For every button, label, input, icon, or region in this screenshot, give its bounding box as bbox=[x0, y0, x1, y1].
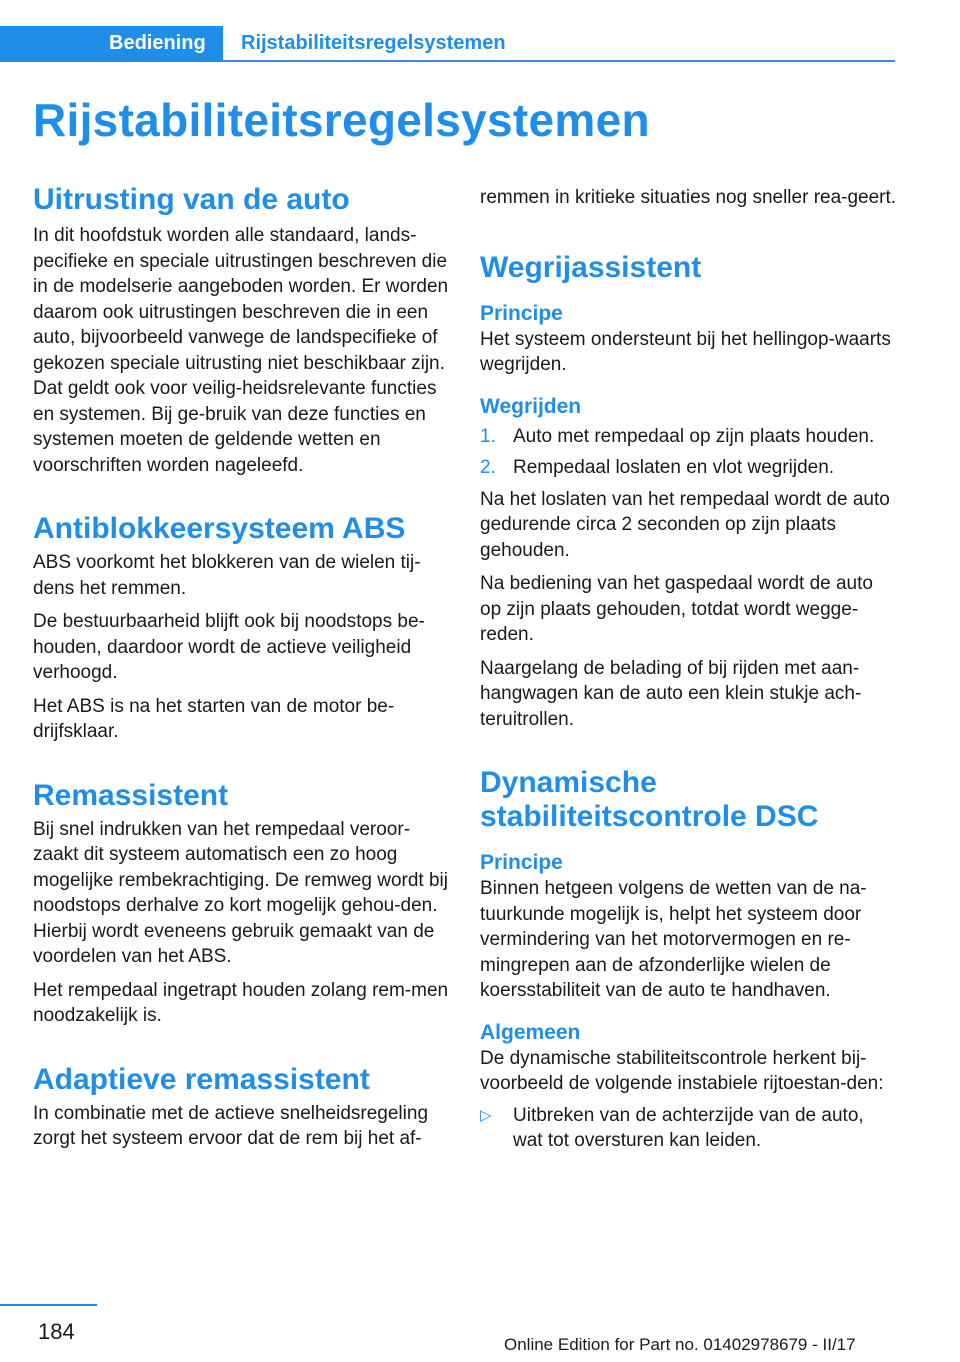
heading-dsc: Dynamische stabiliteitscontrole DSC bbox=[480, 766, 819, 833]
paragraph: remmen in kritieke situaties nog sneller rea-geert. bbox=[480, 187, 897, 208]
paragraph: Na het loslaten van het rempedaal wordt de auto gedurende circa 2 seconden op zijn plaats gehouden. bbox=[480, 488, 890, 561]
section-tab-rijstabiliteit[interactable]: Rijstabiliteitsregelsystemen bbox=[241, 32, 506, 54]
triangle-bullet-icon: ▷ bbox=[480, 1106, 492, 1124]
edition-footer: Online Edition for Part no. 01402978679 - II/17 bbox=[504, 1335, 856, 1354]
list-item bbox=[480, 424, 898, 450]
footer-divider bbox=[0, 1304, 97, 1306]
paragraph: Na bediening van het gaspedaal wordt de auto op zijn plaats gehouden, totdat wordt wegge-reden. bbox=[480, 573, 873, 645]
list-item-text: Auto met rempedaal op zijn plaats houden. bbox=[513, 425, 875, 447]
paragraph: Bij snel indrukken van het rempedaal veroor-zaakt dit systeem automatisch een zo hoog mogelijke rembekrachtiging. De remweg wordt bij noodstops derhalve zo kort mogelijk gehou-den. Hierbij wordt eveneens gebruik gemaakt van de voordelen van het ABS. bbox=[33, 818, 449, 967]
section-tab-bediening[interactable]: Bediening bbox=[0, 26, 223, 62]
list-item bbox=[480, 1103, 898, 1154]
paragraph: De bestuurbaarheid blijft ook bij noodstops be-houden, daardoor wordt de actieve veiligheid verhoogd. bbox=[33, 611, 425, 683]
page-number: 184 bbox=[38, 1319, 75, 1344]
list-item bbox=[480, 455, 898, 481]
paragraph: Het ABS is na het starten van de motor be-drijfsklaar. bbox=[33, 695, 395, 742]
paragraph: Het rempedaal ingetrapt houden zolang rem-men noodzakelijk is. bbox=[33, 979, 449, 1026]
page-title: Rijstabiliteitsregelsystemen bbox=[33, 94, 650, 146]
subheading-principe: Principe bbox=[480, 851, 563, 874]
heading-abs: Antiblokkeersysteem ABS bbox=[33, 512, 406, 545]
subheading-principe: Principe bbox=[480, 301, 563, 325]
left-column bbox=[33, 183, 451, 1152]
paragraph: Binnen hetgeen volgens de wetten van de na-tuurkunde mogelijk is, helpt het systeem door vermindering van het motorvermogen en re-mingrepen aan de afzonderlijke wielen de koersstabiliteit van de auto te handhaven. bbox=[480, 878, 867, 1001]
paragraph: In combinatie met de actieve snelheidsregeling zorgt het systeem ervoor dat de rem bij het af- bbox=[33, 1102, 429, 1149]
paragraph: In dit hoofdstuk worden alle standaard, lands-pecifieke en speciale uitrustingen beschreven die in de modelserie aangeboden worden. Er worden daarom ook uitrustingen beschreven die in een auto, bijvoorbeeld vanwege de landspecifieke of gekozen speciale uitrusting niet beschikbaar zijn. Dat geldt ook voor veilig-heidsrelevante functies en systemen. Bij ge-bruik van deze functies en systemen moeten de geldende wetten en voorschriften worden nageleefd. bbox=[33, 225, 449, 476]
list-number: 1. bbox=[480, 425, 496, 447]
paragraph: Naargelang de belading of bij rijden met aan-hangwagen kan de auto een klein stukje ach-teruitrollen. bbox=[480, 657, 862, 730]
list-item-text: Uitbreken van de achterzijde van de auto, wat tot oversturen kan leiden. bbox=[513, 1104, 864, 1151]
heading-adaptieve-remassistent: Adaptieve remassistent bbox=[33, 1062, 370, 1096]
paragraph: Het systeem ondersteunt bij het hellingop-waarts wegrijden. bbox=[480, 328, 891, 375]
list-number: 2. bbox=[480, 457, 496, 478]
paragraph: De dynamische stabiliteitscontrole herkent bij-voorbeeld de volgende instabiele rijtoestan-den: bbox=[480, 1047, 884, 1094]
list-item-text: Rempedaal loslaten en vlot wegrijden. bbox=[513, 457, 835, 478]
heading-remassistent: Remassistent bbox=[33, 778, 229, 812]
heading-wegrijassistent: Wegrijassistent bbox=[480, 250, 702, 284]
right-column bbox=[480, 185, 898, 1154]
subheading-wegrijden: Wegrijden bbox=[480, 394, 582, 418]
paragraph: ABS voorkomt het blokkeren van de wielen tij-dens het remmen. bbox=[33, 552, 421, 599]
subheading-algemeen: Algemeen bbox=[480, 1020, 581, 1044]
heading-uitrusting: Uitrusting van de auto bbox=[33, 183, 350, 216]
